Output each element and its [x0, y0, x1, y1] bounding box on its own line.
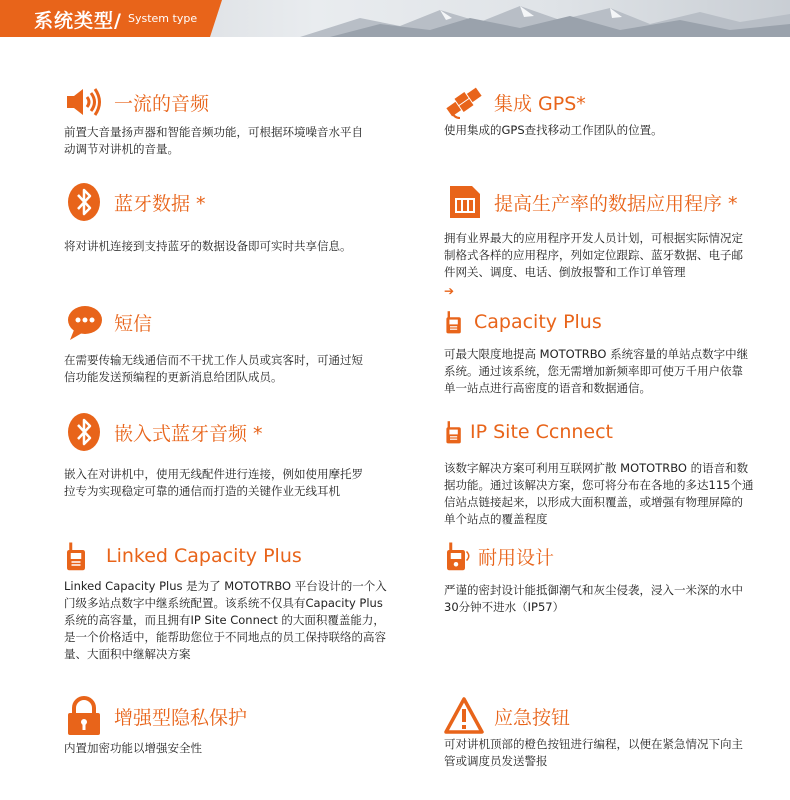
feature-label: 增强型隐私保护	[114, 706, 248, 729]
sim-card-icon	[444, 182, 484, 222]
satellite-icon	[444, 82, 484, 122]
bluetooth-icon	[64, 182, 104, 222]
feature-label: 蓝牙数据 *	[114, 192, 206, 215]
feature-desc: 可最大限度地提高 MOTOTRBO 系统容量的单站点数字中继系统。通过该系统，您无需增加新频率即可使万千用户依靠单一站点进行高密度的语音和数据通信。	[444, 347, 749, 395]
feature-label: Linked Capacity Plus	[106, 545, 302, 567]
feature-desc: 严谨的密封设计能抵御潮气和灰尘侵袭，浸入一米深的水中 30分钟不进水（IP57）	[444, 583, 743, 614]
feature-label: 提高生产率的数据应用程序 *	[494, 192, 738, 215]
page-title: 系统类型/	[34, 10, 122, 32]
feature-label: 一流的音频	[114, 92, 210, 115]
bluetooth-icon	[64, 412, 104, 452]
feature-desc: 该数字解决方案可利用互联网扩散 MOTOTRBO 的语音和数据功能。通过该解决方案，您可将分布在各地的多达115个通信站点链接起来，以形成大面积覆盖，或增强有物理屏障的单个站点的覆盖程度	[444, 461, 754, 526]
feature-desc: 在需要传输无线通信而不干扰工作人员或宾客时，可通过短信功能发送预编程的更新消息给团队成员。	[64, 353, 363, 384]
feature-label: IP Site Ccnnect	[470, 421, 614, 443]
feature-desc: 将对讲机连接到支持蓝牙的数据设备即可实时共享信息。	[64, 239, 352, 253]
feature-desc: 使用集成的GPS查找移动工作团队的位置。	[444, 123, 663, 137]
radio-icon	[444, 302, 468, 342]
chat-bubble-icon	[64, 302, 104, 342]
radio-icon	[64, 536, 94, 576]
header-banner	[0, 0, 790, 37]
feature-desc: 拥有业界最大的应用程序开发人员计划，可根据实际情况定制格式各样的应用程序，列如定位跟踪、蓝牙数据、电子邮件网关、调度、电话、倒放报警和工作订单管理	[444, 231, 743, 279]
feature-desc: 前置大音量扬声器和智能音频功能，可根据环境噪音水平自动调节对讲机的音量。	[64, 125, 363, 156]
feature-desc: 嵌入在对讲机中，使用无线配件进行连接，例如使用摩托罗拉专为实现稳定可靠的通信而打造的关键作业无线耳机	[64, 467, 363, 498]
feature-label: 耐用设计	[478, 546, 555, 569]
feature-label: 应急按钮	[494, 706, 571, 729]
feature-desc: Linked Capacity Plus 是为了 MOTOTRBO 平台设计的一个入门级多站点数字中继系统配置。该系统不仅具有Capacity Plus 系统的高容量，而且拥有IP Site Connect 的大面积覆盖能力，是一个价格适中，能帮助您位于不同地点的员工保持联络的高容量、大面积中继解决方案	[64, 579, 387, 661]
radio-icon	[444, 412, 468, 452]
more-arrow-icon[interactable]: ➔	[444, 284, 455, 298]
title-tab	[0, 0, 230, 37]
feature-label: 集成 GPS*	[494, 92, 586, 115]
feature-desc: 可对讲机顶部的橙色按钮进行编程，以便在紧急情况下向主管或调度员发送警报	[444, 737, 743, 768]
feature-label: 短信	[114, 312, 153, 335]
feature-label: Capacity Plus	[474, 311, 602, 333]
rugged-radio-icon	[444, 536, 474, 576]
feature-label: 嵌入式蓝牙音频 *	[114, 422, 263, 445]
speaker-icon	[64, 82, 104, 122]
feature-desc: 内置加密功能以增强安全性	[64, 741, 202, 755]
lock-icon	[64, 696, 104, 736]
warning-icon	[444, 696, 484, 736]
page-subtitle: System type	[128, 12, 198, 25]
